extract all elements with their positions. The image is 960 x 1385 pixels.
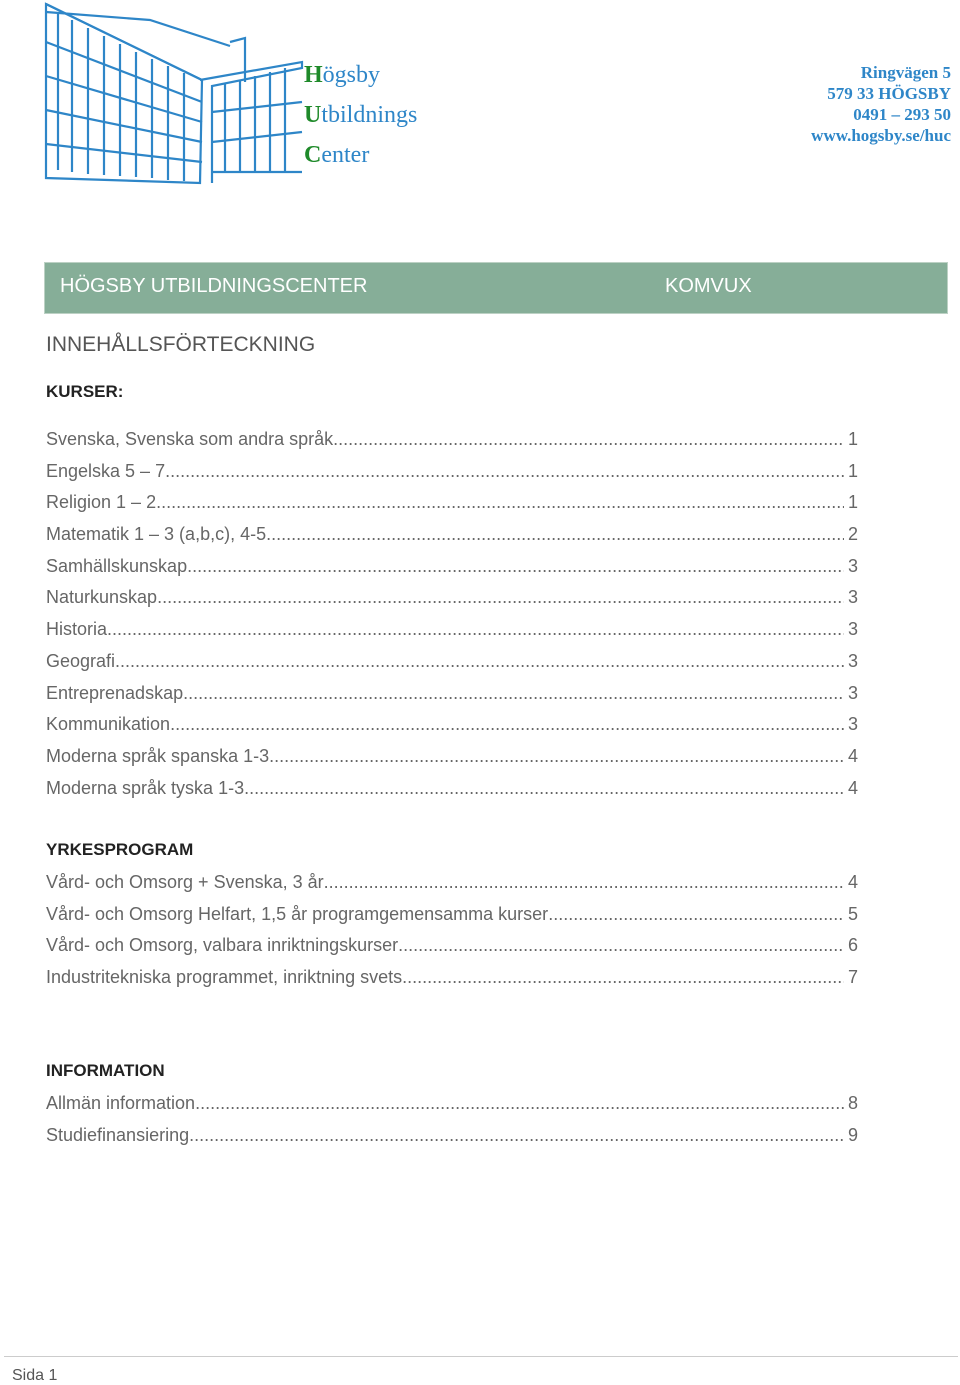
page-title: INNEHÅLLSFÖRTECKNING bbox=[46, 333, 316, 356]
toc-entry[interactable] bbox=[46, 709, 858, 741]
toc-entry-page: 3 bbox=[847, 555, 858, 576]
toc-entry[interactable] bbox=[46, 773, 858, 805]
toc-entry[interactable] bbox=[46, 1120, 858, 1152]
toc-entry-label: Moderna språk tyska 1-3 bbox=[46, 777, 245, 798]
toc-entry-label: Svenska, Svenska som andra språk bbox=[46, 429, 334, 449]
toc-leader-dots bbox=[402, 962, 844, 994]
toc-entry-label: Vård- och Omsorg + Svenska, 3 år bbox=[46, 872, 324, 892]
toc-leader-dots bbox=[165, 456, 844, 488]
toc-leader-dots bbox=[115, 646, 844, 678]
toc-entry-label: Studiefinansiering bbox=[46, 1124, 190, 1145]
address-phone: 0491 – 293 50 bbox=[853, 105, 951, 124]
page-number: Sida 1 bbox=[12, 1367, 58, 1384]
toc-entry-page: 3 bbox=[847, 619, 858, 640]
toc-entry-label: Geografi bbox=[46, 650, 116, 671]
toc-entry[interactable] bbox=[46, 614, 858, 646]
heading-kurser: KURSER: bbox=[46, 382, 124, 401]
building-logo-icon bbox=[40, 2, 310, 186]
logo-line-1: Högsby bbox=[304, 62, 381, 88]
toc-entry-page: 2 bbox=[847, 524, 858, 545]
toc-entry-label: Entreprenadskap bbox=[46, 682, 184, 703]
toc-yrkesprogram bbox=[46, 867, 858, 994]
logo-line-2: Utbildnings bbox=[304, 102, 418, 128]
toc-entry[interactable] bbox=[46, 899, 858, 931]
banner-komvux: KOMVUX bbox=[665, 275, 752, 297]
toc-leader-dots bbox=[398, 930, 844, 962]
toc-entry-label: Historia bbox=[46, 619, 108, 640]
toc-leader-dots bbox=[269, 741, 844, 773]
toc-entry-label: Religion 1 – 2 bbox=[46, 492, 157, 513]
section-banner bbox=[44, 262, 948, 314]
address-block bbox=[811, 62, 951, 146]
toc-entry-label: Industritekniska programmet, inriktning svets bbox=[46, 967, 403, 988]
toc-leader-dots bbox=[156, 487, 844, 519]
toc-entry-page: 4 bbox=[847, 745, 858, 766]
toc-entry-label: Matematik 1 – 3 (a,b,c), 4-5 bbox=[46, 524, 267, 545]
toc-entry-page: 3 bbox=[847, 682, 858, 703]
toc-entry-page: 9 bbox=[847, 1124, 858, 1145]
toc-entry-page: 5 bbox=[847, 903, 858, 924]
toc-entry[interactable] bbox=[46, 487, 858, 519]
toc-entry-label: Naturkunskap bbox=[46, 587, 158, 608]
toc-entry-label: Kommunikation bbox=[46, 714, 171, 735]
toc-leader-dots bbox=[157, 582, 844, 614]
toc-entry[interactable] bbox=[46, 930, 858, 962]
toc-entry[interactable] bbox=[46, 1088, 858, 1120]
toc-leader-dots bbox=[548, 899, 844, 931]
toc-entry-page: 1 bbox=[847, 429, 858, 449]
toc-entry[interactable] bbox=[46, 962, 858, 994]
toc-leader-dots bbox=[244, 773, 844, 805]
toc-entry-label: Samhällskunskap bbox=[46, 555, 188, 576]
toc-entry-label: Engelska 5 – 7 bbox=[46, 460, 166, 481]
toc-entry[interactable] bbox=[46, 551, 858, 583]
toc-entry-page: 4 bbox=[847, 777, 858, 798]
heading-yrkesprogram: YRKESPROGRAM bbox=[46, 840, 194, 859]
toc-entry[interactable] bbox=[46, 424, 858, 456]
toc-entry-label: Vård- och Omsorg Helfart, 1,5 år programgemensamma kurser bbox=[46, 903, 549, 924]
toc-leader-dots bbox=[266, 519, 844, 551]
toc-leader-dots bbox=[107, 614, 844, 646]
toc-entry[interactable] bbox=[46, 678, 858, 710]
address-street: Ringvägen 5 bbox=[860, 63, 951, 82]
toc-kurser bbox=[46, 424, 858, 804]
toc-entry-page: 4 bbox=[847, 872, 858, 892]
toc-entry[interactable] bbox=[46, 867, 858, 899]
toc-leader-dots bbox=[189, 1120, 844, 1152]
toc-leader-dots bbox=[187, 551, 844, 583]
toc-entry[interactable] bbox=[46, 456, 858, 488]
toc-entry-label: Moderna språk spanska 1-3 bbox=[46, 745, 270, 766]
toc-entry-page: 3 bbox=[847, 587, 858, 608]
toc-entry-page: 1 bbox=[847, 492, 858, 513]
toc-entry[interactable] bbox=[46, 519, 858, 551]
toc-entry-page: 3 bbox=[847, 650, 858, 671]
address-postal: 579 33 HÖGSBY bbox=[827, 84, 951, 103]
toc-entry[interactable] bbox=[46, 646, 858, 678]
toc-entry[interactable] bbox=[46, 741, 858, 773]
toc-leader-dots bbox=[170, 709, 844, 741]
toc-leader-dots bbox=[324, 867, 844, 899]
toc-leader-dots bbox=[183, 678, 844, 710]
toc-entry-page: 8 bbox=[847, 1093, 858, 1113]
toc-entry-page: 3 bbox=[847, 714, 858, 735]
logo-wordmark bbox=[304, 55, 417, 175]
toc-entry-label: Vård- och Omsorg, valbara inriktningskurser bbox=[46, 935, 399, 956]
toc-leader-dots bbox=[333, 424, 844, 456]
toc-entry-label: Allmän information bbox=[46, 1093, 196, 1113]
heading-information: INFORMATION bbox=[46, 1061, 165, 1080]
logo-line-3: Center bbox=[304, 142, 370, 168]
toc-entry[interactable] bbox=[46, 582, 858, 614]
footer-divider bbox=[4, 1356, 958, 1357]
toc-information bbox=[46, 1088, 858, 1151]
toc-leader-dots bbox=[195, 1088, 844, 1120]
toc-entry-page: 6 bbox=[847, 935, 858, 956]
toc-entry-page: 7 bbox=[847, 967, 858, 988]
address-website[interactable]: www.hogsby.se/huc bbox=[811, 126, 951, 145]
banner-school-name: HÖGSBY UTBILDNINGSCENTER bbox=[60, 275, 368, 297]
toc-entry-page: 1 bbox=[847, 460, 858, 481]
